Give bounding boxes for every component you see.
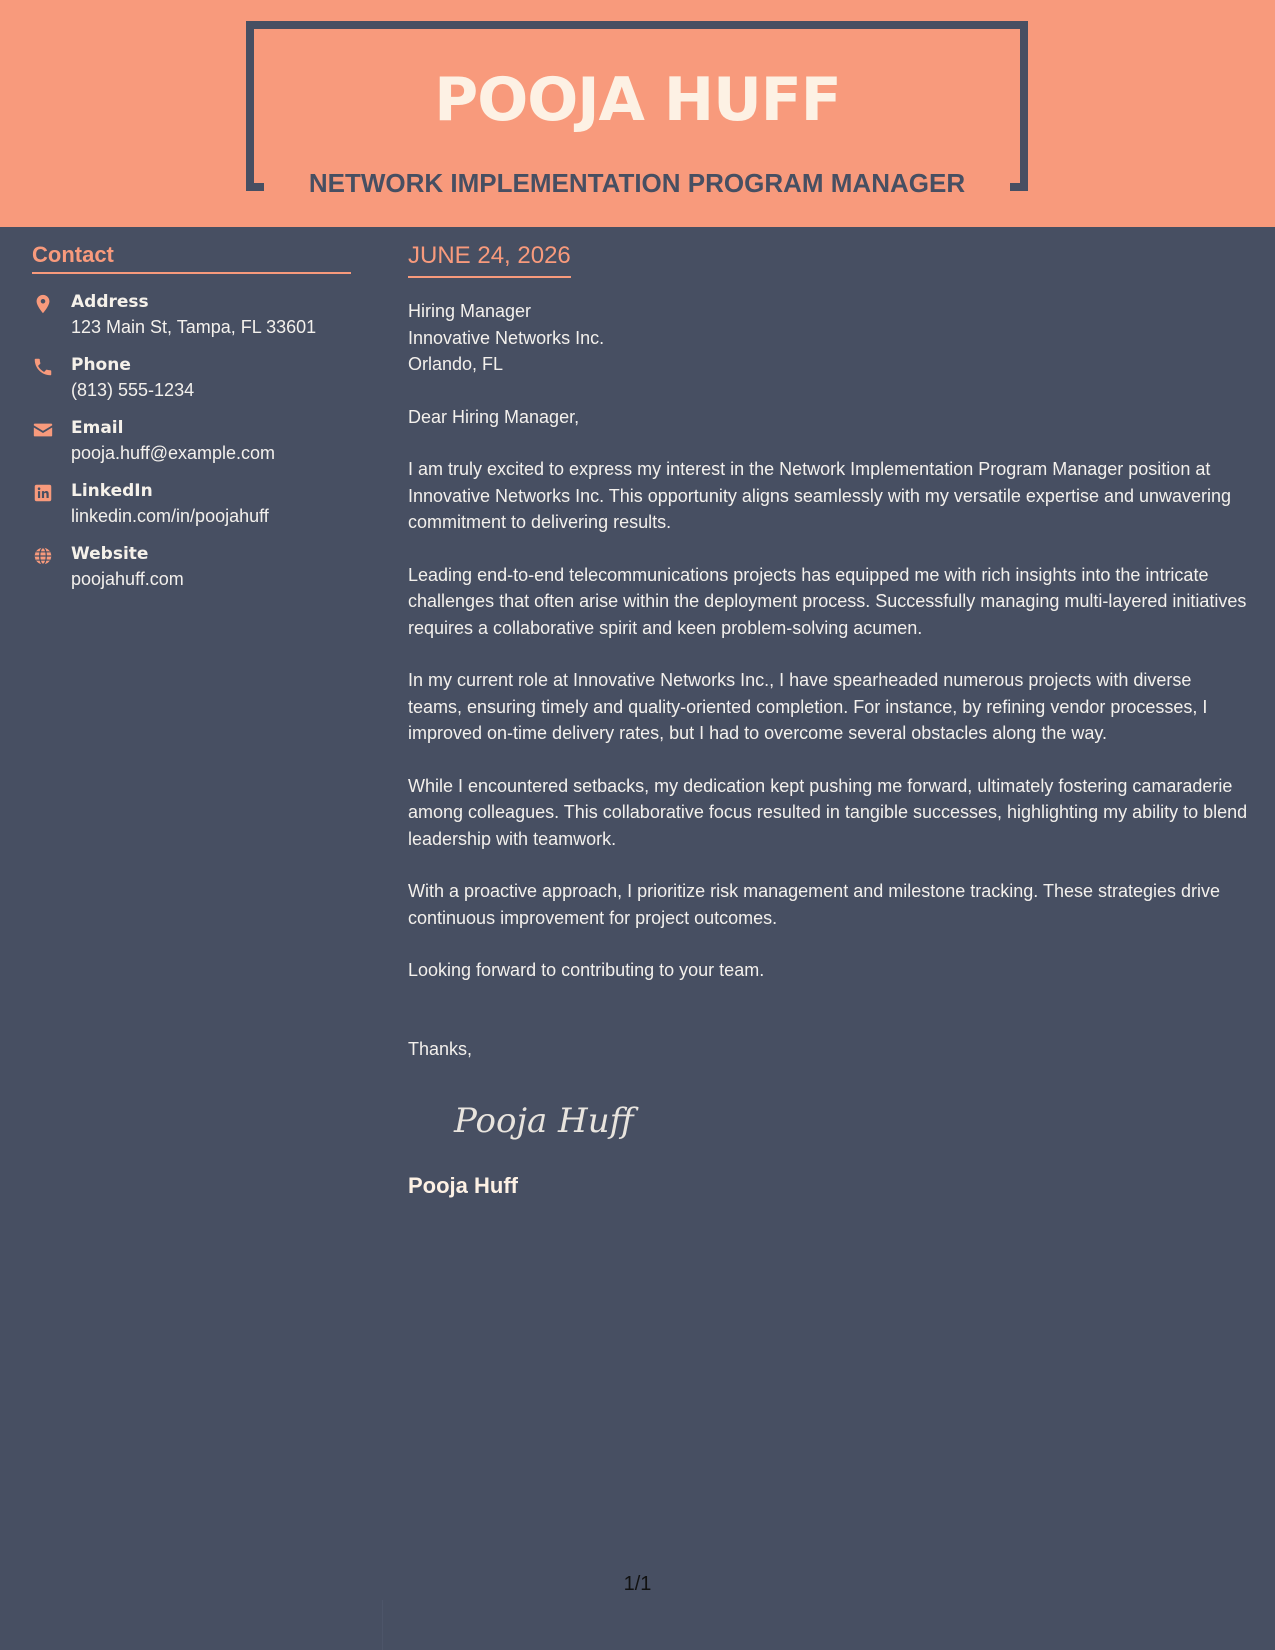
signed-name: Pooja Huff bbox=[408, 1173, 518, 1198]
salutation: Dear Hiring Manager, bbox=[408, 406, 580, 427]
envelope-icon bbox=[32, 419, 54, 441]
contact-value[interactable]: poojahuff.com bbox=[71, 569, 184, 589]
contact-website bbox=[32, 542, 351, 592]
svg-text:Pooja Huff: Pooja Huff bbox=[454, 1101, 634, 1141]
contact-linkedin bbox=[32, 479, 351, 529]
header-banner bbox=[0, 0, 1275, 227]
header-frame-foot-left bbox=[246, 183, 264, 191]
letter-date: JUNE 24, 2026 bbox=[408, 240, 571, 278]
paragraph: I am truly excited to express my interest in the Network Implementation Program Manager position at Innovative Networks Inc. This opportunity aligns seamlessly with my versatile expertise and unwavering commitment to delivering results. bbox=[408, 459, 1232, 532]
closing: Thanks, bbox=[408, 1038, 473, 1059]
linkedin-icon bbox=[32, 482, 54, 504]
contact-label: Website bbox=[71, 544, 149, 564]
contact-label: Phone bbox=[71, 355, 131, 375]
header-frame-foot-right bbox=[1010, 183, 1028, 191]
contact-phone bbox=[32, 353, 351, 403]
job-title: NETWORK IMPLEMENTATION PROGRAM MANAGER bbox=[268, 166, 1006, 200]
letter-body bbox=[408, 240, 1248, 1201]
paragraph: While I encountered setbacks, my dedication kept pushing me forward, ultimately fostering camaraderie among colleagues. This collaborative focus resulted in tangible successes, highlighting my ability to blend leadership with teamwork. bbox=[408, 775, 1248, 849]
contact-value: (813) 555-1234 bbox=[71, 380, 195, 400]
contact-sidebar bbox=[32, 240, 351, 592]
recipient-line: Orlando, FL bbox=[408, 354, 504, 374]
contact-label: LinkedIn bbox=[71, 481, 153, 501]
candidate-name: POOJA HUFF bbox=[434, 65, 841, 135]
recipient-line: Innovative Networks Inc. bbox=[408, 327, 605, 348]
recipient-line: Hiring Manager bbox=[408, 301, 532, 321]
contact-value[interactable]: linkedin.com/in/poojahuff bbox=[71, 506, 269, 526]
recipient-block bbox=[408, 298, 1248, 378]
phone-icon bbox=[32, 356, 54, 378]
contact-address bbox=[32, 290, 351, 340]
signature-image bbox=[448, 1096, 648, 1146]
contact-value: 123 Main St, Tampa, FL 33601 bbox=[71, 317, 317, 337]
contact-label: Email bbox=[71, 418, 124, 438]
paragraph: Looking forward to contributing to your team. bbox=[408, 960, 765, 980]
paragraph: With a proactive approach, I prioritize risk management and milestone tracking. These strategies drive continuous improvement for project outcomes. bbox=[408, 881, 1221, 928]
contact-value[interactable]: pooja.huff@example.com bbox=[71, 443, 276, 463]
contact-email bbox=[32, 416, 351, 466]
column-divider bbox=[382, 1600, 383, 1650]
contact-label: Address bbox=[71, 292, 149, 312]
map-pin-icon bbox=[32, 293, 54, 315]
paragraph: Leading end-to-end telecommunications projects has equipped me with rich insights into the intricate challenges that often arise within the deployment process. Successfully managing multi-layered initiatives requires a collaborative spirit and keen problem-solving acumen. bbox=[408, 564, 1247, 638]
contact-heading: Contact bbox=[32, 240, 351, 274]
page-number: 1/1 bbox=[623, 1573, 652, 1595]
globe-icon bbox=[32, 545, 54, 567]
paragraph: In my current role at Innovative Networks Inc., I have spearheaded numerous projects with diverse teams, ensuring timely and quality-oriented completion. For instance, by refining vendor processes, I improved on-time delivery rates, but I had to overcome several obstacles along the way. bbox=[408, 670, 1208, 743]
